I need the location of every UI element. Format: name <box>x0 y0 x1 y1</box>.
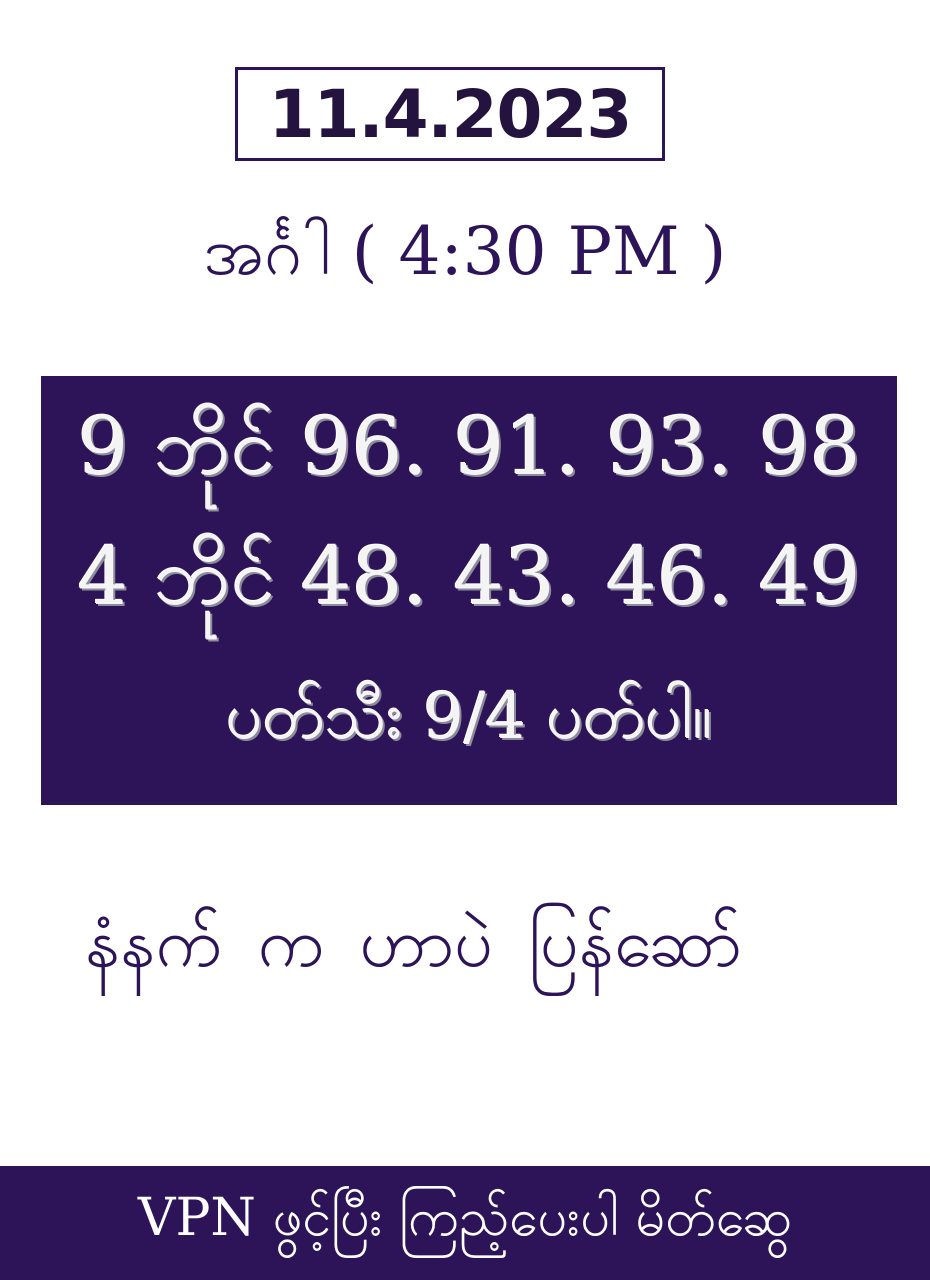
prediction-line-2: 4 ဘိုင် 48. 43. 46. 49 <box>77 530 861 623</box>
date-box <box>235 67 665 161</box>
footer-banner <box>0 1166 930 1280</box>
prediction-line-3: ပတ်သီး 9/4 ပတ်ပါ။ <box>225 680 713 754</box>
tagline: နံနက် က ဟာပဲ ပြန်ဆော် <box>85 904 742 983</box>
date-label: 11.4.2023 <box>268 75 632 153</box>
session-label: အင်္ဂါ ( 4:30 PM ) <box>203 213 727 290</box>
footer-text: VPN ဖွင့်ပြီး ကြည့်ပေးပါ မိတ်ဆွေ <box>137 1188 793 1248</box>
prediction-line-1: 9 ဘိုင် 96. 91. 93. 98 <box>77 400 861 493</box>
prediction-panel <box>41 376 897 805</box>
